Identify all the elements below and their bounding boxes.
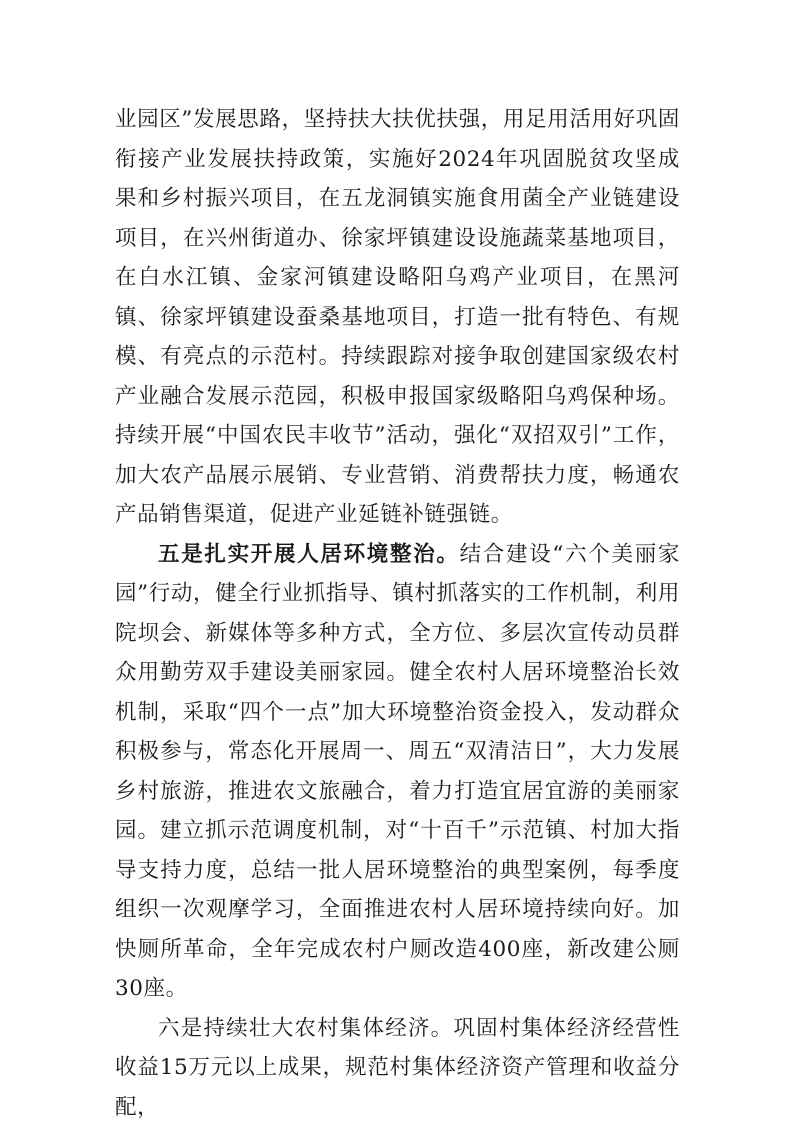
paragraph-lead-heading: 五是扎实开展人居环境整治。	[158, 542, 460, 567]
paragraph-collective-economy	[115, 1009, 680, 1127]
paragraph-lead-heading: 六是持续壮大农村集体经济。	[158, 1016, 453, 1041]
paragraph-text: 结合建设“六个美丽家园”行动，健全行业抓指导、镇村抓落实的工作机制，利用院坝会、新媒体等多种方式，全方位、多层次宣传动员群众用勤劳双手建设美丽家园。健全农村人居环境整治长效机制，采取“四个一点”加大环境整治资金投入，发动群众积极参与，常态化开展周一、周五“双清洁日”，大力发展乡村旅游，推进农文旅融合，着力打造宜居宜游的美丽家园。建立抓示范调度机制，对“十百千”示范镇、村加大指导支持力度，总结一批人居环境整治的典型案例，每季度组织一次观摩学习，全面推进农村人居环境持续向好。加快厕所革命，全年完成农村户厕改造400座，新改建公厕30座。	[115, 542, 680, 1002]
paragraph-text: 业园区”发展思路，坚持扶大扶优扶强，用足用活用好巩固衔接产业发展扶持政策，实施好2024年巩固脱贫攻坚成果和乡村振兴项目，在五龙洞镇实施食用菌全产业链建设项目，在兴州街道办、徐家坪镇建设设施蔬菜基地项目，在白水江镇、金家河镇建设略阳乌鸡产业项目，在黑河镇、徐家坪镇建设蚕桑基地项目，打造一批有特色、有规模、有亮点的示范村。持续跟踪对接争取创建国家级农村产业融合发展示范园，积极申报国家级略阳乌鸡保种场。持续开展“中国农民丰收节”活动，强化“双招双引”工作，加大农产品展示展销、专业营销、消费帮扶力度，畅通农产品销售渠道，促进产业延链补链强链。	[115, 107, 680, 527]
document-page	[115, 100, 680, 1127]
paragraph-living-environment	[115, 535, 680, 1009]
paragraph-industry-development	[115, 100, 680, 535]
paragraph-text: 巩固村集体经济经营性收益15万元以上成果，规范村集体经济资产管理和收益分配，	[115, 1016, 680, 1120]
